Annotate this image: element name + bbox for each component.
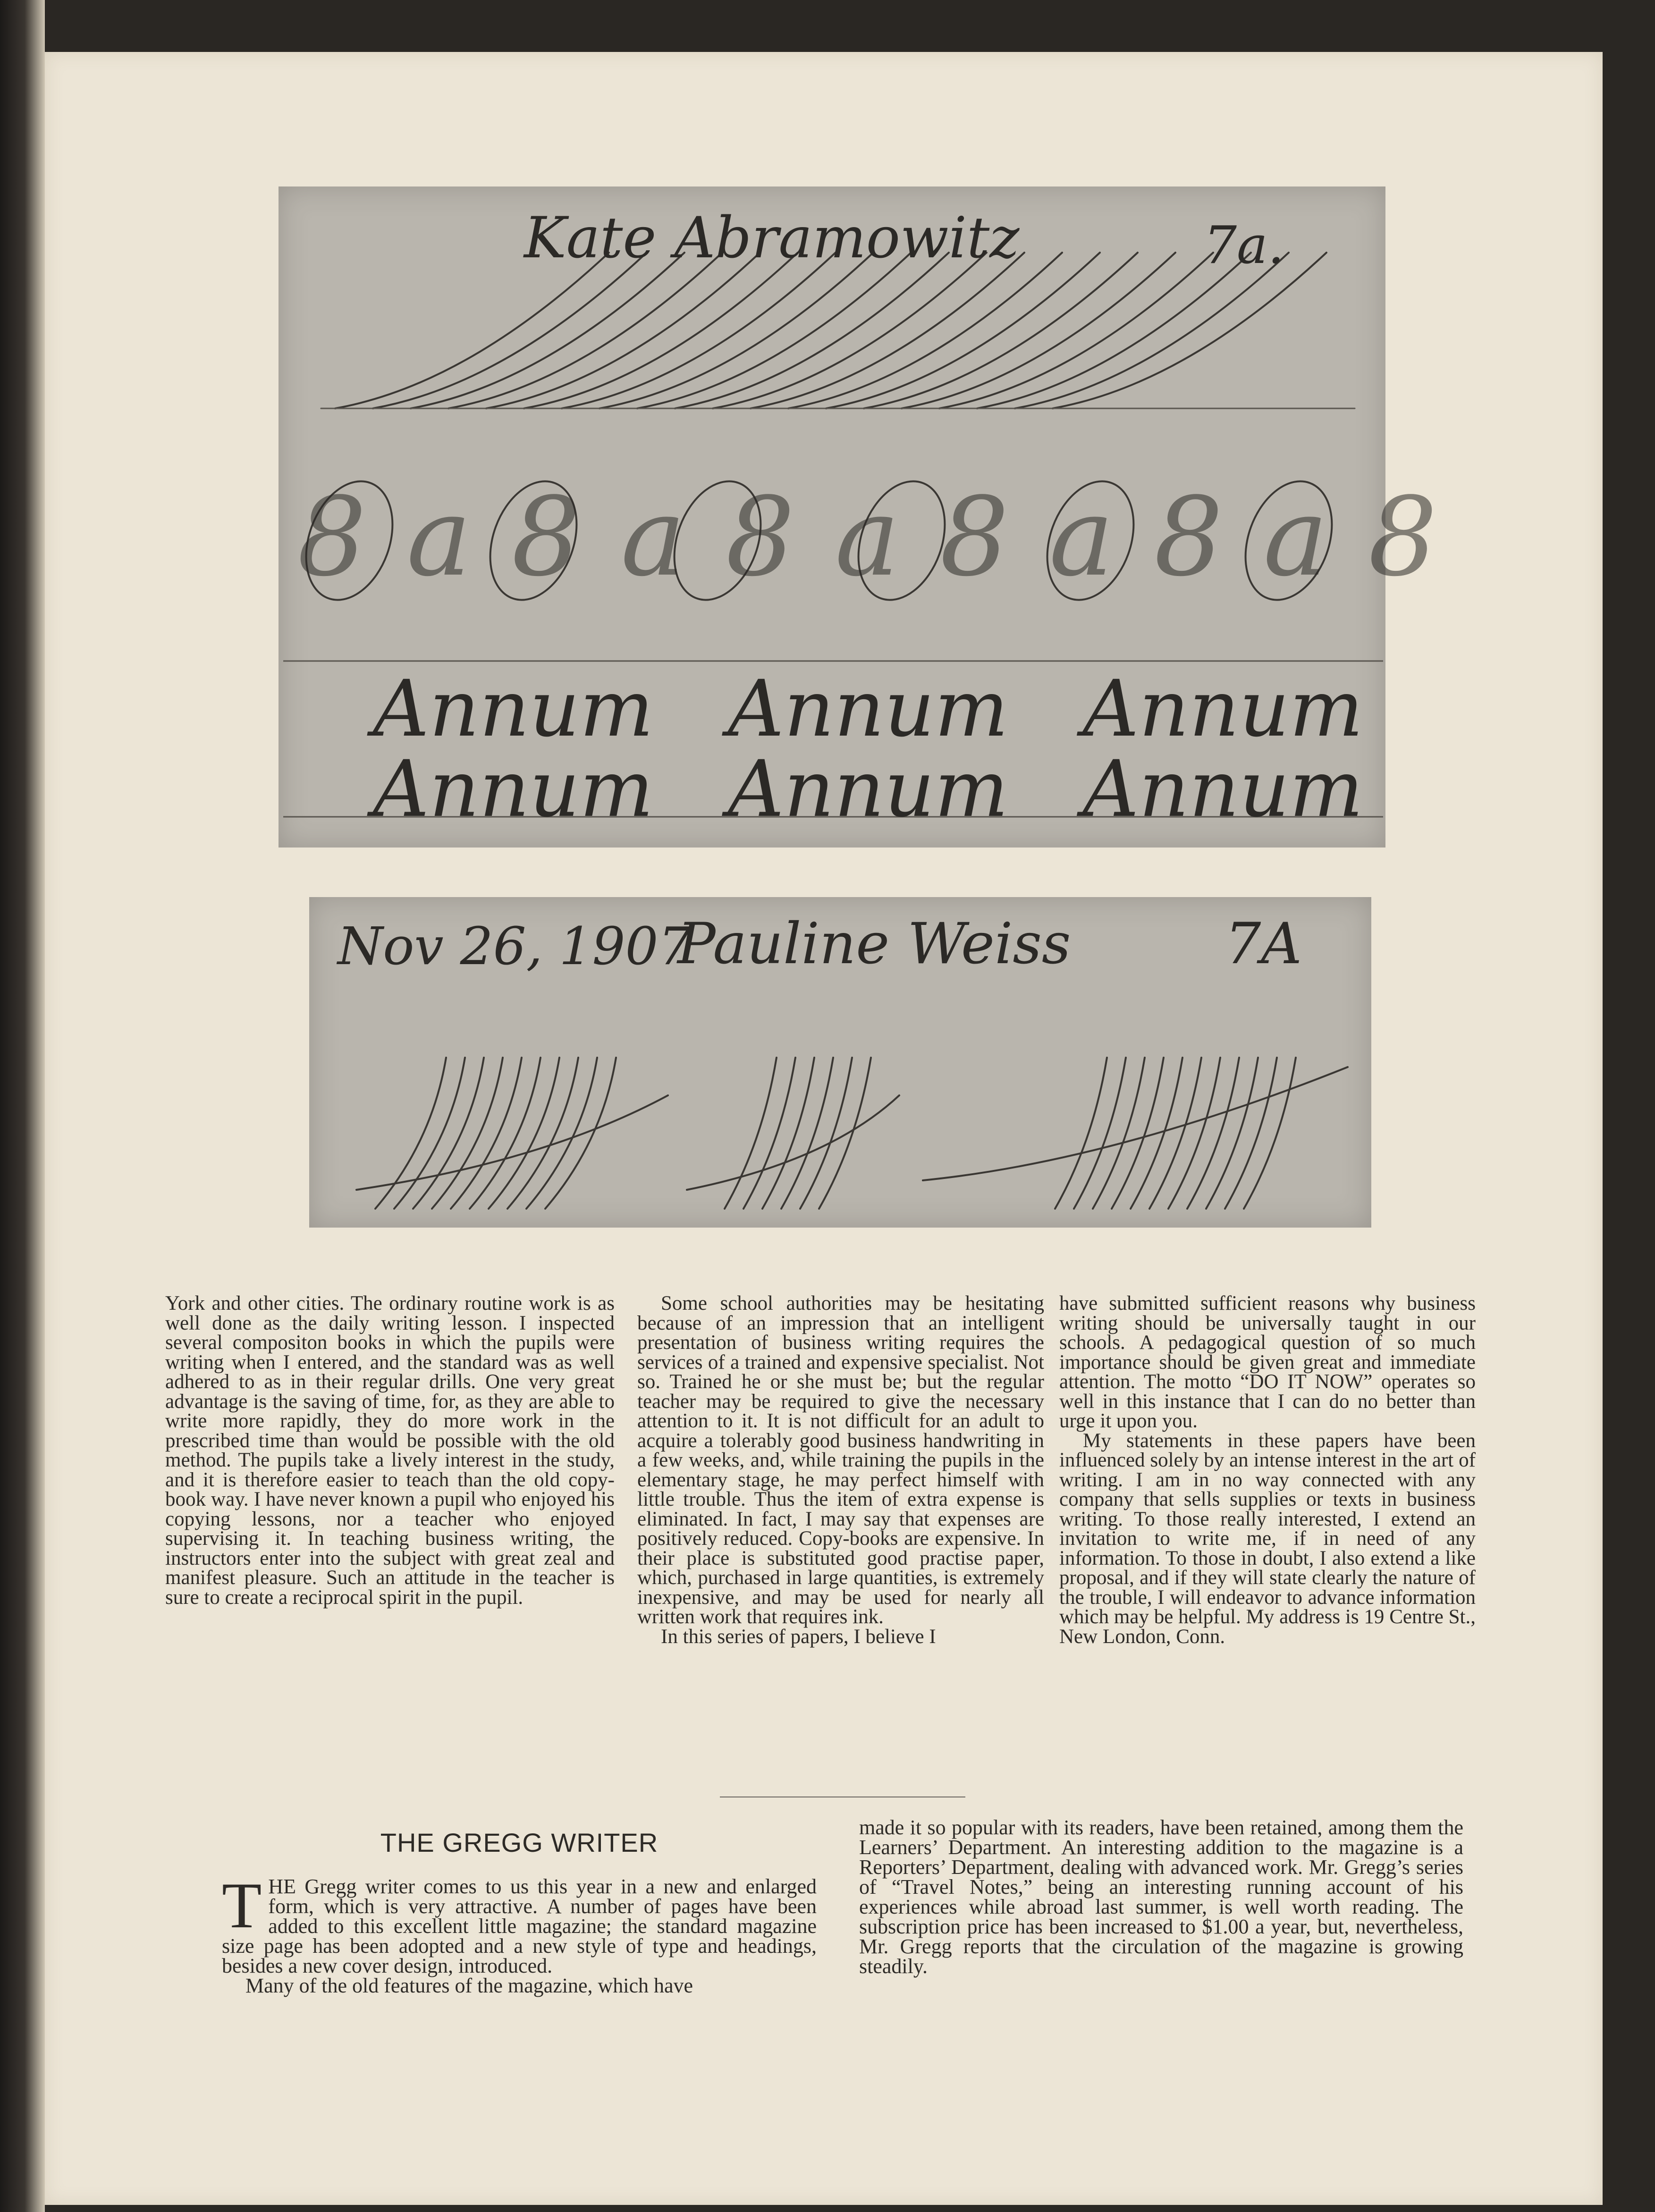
annum-row-2: Annum Annum Annum <box>373 744 1363 834</box>
grade-label-bottom: 7A <box>1225 911 1302 977</box>
top-margin <box>0 0 1655 52</box>
body-column-3 <box>1059 1294 1476 1646</box>
annum-row-1: Annum Annum Annum <box>373 663 1363 754</box>
student-name: Kate Abramowitz <box>524 205 1020 271</box>
article-right-text: made it so popular with its readers, have been retained, among them the Learners’ Department. An interesting addition to the magazine is a Reporters’ Department, dealing with advanced work. Mr. Gregg’s series of “Travel Notes,” being an interesting running account of his experiences while abroad last summer, is well worth reading. The subscription price has been increased to $1.00 a year, but, nevertheless, Mr. Gregg reports that the circulation of the magazine is growing steadily. <box>859 1816 1463 1978</box>
letter-drill-row: 8 a 8 a 8 a 8 a 8 a 8 <box>297 475 1440 601</box>
handwriting-specimen-top <box>279 186 1440 848</box>
column-3-paragraph-1: have submitted sufficient reasons why business writing should be universally taught in our schools. A pedagogical question of so much importance should be given great and immediate attention. The motto “DO IT NOW” operates so well in this instance that I can do no better than urge it upon you. <box>1059 1292 1476 1432</box>
article-paragraph-1-text: HE Gregg writer comes to us this year in a new and enlarged form, which is very attractive. A number of pages have been added to this excellent little magazine; the standard magazine size page has been adopted and a new style of type and headings, besides a new cover design, introduced. <box>222 1875 817 1977</box>
column-1-text: York and other cities. The ordinary routine work is as well done as the daily writing lesson. I inspected several compositon books in which the pupils were writing when I entered, and the standard was as well adhered to as in their regular drills. One very great advantage is the saving of time, for, as they are able to write more rapidly, they do more work in the prescribed time than would be possible with the old method. The pupils take a lively interest in the study, and it is therefore easier to teach than the old copy-book way. I have never known a pupil who enjoyed his copying lessons, nor a teacher who enjoyed supervising it. In teaching business writing, the instructors enter into the subject with great zeal and manifest pleasure. Such an attitude in the teacher is sure to create a reciprocal spirit in the pupil. <box>165 1292 615 1609</box>
body-column-1 <box>165 1294 615 1607</box>
book-gutter <box>0 0 45 2212</box>
column-3-paragraph-2: My statements in these papers have been influenced solely by an intense interest in the art of writing. I am in no way connected with any company that sells supplies or texts in business writing. To those really interested, I extend an invitation to write me, if in need of any information. To those in doubt, I also extend a like proposal, and if they will state clearly the nature of the trouble, I will endeavor to advance information which may be helpful. My address is 19 Centre St., New London, Conn. <box>1059 1429 1476 1648</box>
student-name-bottom: Pauline Weiss <box>677 911 1071 977</box>
article-title: THE GREGG WRITER <box>380 1828 659 1857</box>
grade-label: 7a. <box>1204 215 1284 275</box>
handwriting-specimen-bottom <box>309 897 1371 1228</box>
column-2-paragraph-1: Some school authorities may be hesitating because of an impression that an intelligent presentation of business writing requires the services of a trained and expensive specialist. Not so. Trained he or she must be; but the regular teacher may be required to give the necessary attention to it. It is not difficult for an adult to acquire a tolerably good business handwriting in a few weeks, and, while training the pupils in the elementary stage, he may perfect himself with little trouble. Thus the item of extra expense is eliminated. In fact, I may say that expenses are positively reduced. Copy-books are expensive. In their place is substituted good practise paper, which, purchased in large quantities, is extremely inexpensive, and may be used for nearly all written work that requires ink. <box>637 1292 1044 1628</box>
body-column-2 <box>637 1294 1044 1646</box>
column-2-paragraph-2: In this series of papers, I believe I <box>661 1625 936 1648</box>
drop-cap: T <box>222 1869 262 1941</box>
right-margin <box>1603 0 1655 2212</box>
article-right-column <box>859 1818 1463 1976</box>
article-paragraph-1 <box>222 1869 817 1977</box>
article-paragraph-2: Many of the old features of the magazine, which have <box>245 1974 693 1997</box>
article-left-column <box>222 1869 817 1997</box>
specimen-date: Nov 26, 1907 <box>338 916 692 976</box>
